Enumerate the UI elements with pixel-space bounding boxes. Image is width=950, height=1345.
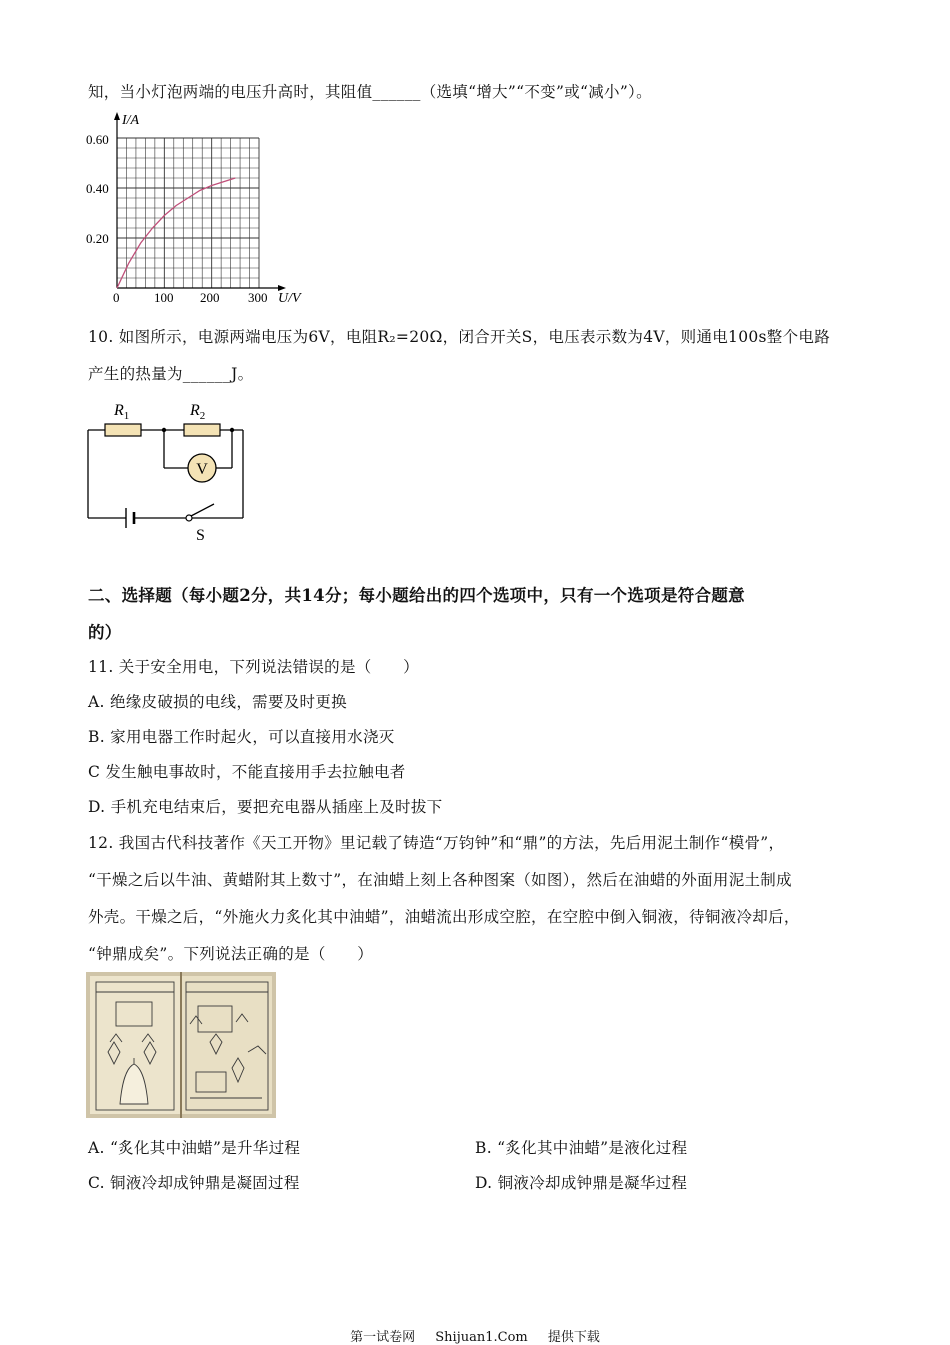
q11-stem: 11. 关于安全用电，下列说法错误的是（ ） <box>88 658 419 676</box>
section-heading-line1: 二、选择题（每小题2分，共14分；每小题给出的四个选项中，只有一个选项是符合题意 <box>88 586 745 605</box>
junction-dot <box>162 428 166 432</box>
footer-middle: Shijuan1.Com <box>435 1330 528 1345</box>
q12-line1: 12. 我国古代科技著作《天工开物》里记载了铸造“万钧钟”和“鼎”的方法，先后用泥土制作“模骨”， <box>88 834 785 852</box>
x-tick-label: 0 <box>113 290 120 305</box>
r2-label: $R_2$ <box>190 402 206 422</box>
graph-grid <box>117 138 259 288</box>
q9-text: 知，当小灯泡两端的电压升高时，其阻值______（选填“增大”“不变”或“减小”）。 <box>88 83 652 101</box>
tiangong-kaiwu-illustration <box>86 972 276 1118</box>
q12-option-d: D. 铜液冷却成钟鼎是凝华过程 <box>475 1174 688 1192</box>
q12-option-c: C. 铜液冷却成钟鼎是凝固过程 <box>88 1174 300 1192</box>
q10-line2: 产生的热量为______J。 <box>88 365 254 383</box>
q12-line4: “钟鼎成矣”。下列说法正确的是（ ） <box>88 945 374 963</box>
footer-right: 提供下载 <box>547 1330 600 1345</box>
q11-option-a: A. 绝缘皮破损的电线，需要及时更换 <box>88 693 347 711</box>
y-axis-label: I/A <box>122 113 140 128</box>
resistor-r1 <box>105 424 141 436</box>
q10-line1: 10. 如图所示，电源两端电压为6V，电阻R₂=20Ω，闭合开关S，电压表示数为4V，则通电100s整个电路 <box>88 328 830 346</box>
circuit-diagram <box>80 392 260 552</box>
q12-option-a: A. “炙化其中油蜡”是升华过程 <box>88 1139 301 1157</box>
x-tick-label: 100 <box>154 290 174 305</box>
y-tick-label: 0.40 <box>86 181 109 196</box>
page-footer <box>0 1326 950 1345</box>
q12-option-b: B. “炙化其中油蜡”是液化过程 <box>475 1139 688 1157</box>
y-tick-label: 0.60 <box>86 132 109 147</box>
junction-dot <box>230 428 234 432</box>
iu-graph <box>82 108 312 308</box>
q12-line2: “干燥之后以牛油、黄蜡附其上数寸”，在油蜡上刻上各种图案（如图），然后在油蜡的外面用泥土制成 <box>88 871 792 889</box>
q11-option-b: B. 家用电器工作时起火，可以直接用水浇灭 <box>88 728 395 746</box>
switch-label: S <box>196 527 205 544</box>
switch-blade <box>191 504 214 516</box>
q11-option-c: C 发生触电事故时，不能直接用手去拉触电者 <box>88 763 406 781</box>
x-tick-label: 300 <box>248 290 268 305</box>
y-tick-label: 0.20 <box>86 231 109 246</box>
section-heading-line2: 的） <box>88 623 122 642</box>
q11-option-d: D. 手机充电结束后，要把充电器从插座上及时拔下 <box>88 798 443 816</box>
r1-label: $R_1$ <box>114 402 130 422</box>
voltmeter-label: V <box>196 461 208 478</box>
y-axis-arrow <box>114 112 120 120</box>
q12-line3: 外壳。干燥之后，“外施火力炙化其中油蜡”，油蜡流出形成空腔，在空腔中倒入铜液，待铜液冷却后， <box>88 908 800 926</box>
iu-curve <box>117 178 235 288</box>
resistor-r2 <box>184 424 220 436</box>
x-axis-label: U/V <box>278 291 301 306</box>
footer-left: 第一试卷网 <box>350 1330 416 1345</box>
x-tick-label: 200 <box>200 290 220 305</box>
